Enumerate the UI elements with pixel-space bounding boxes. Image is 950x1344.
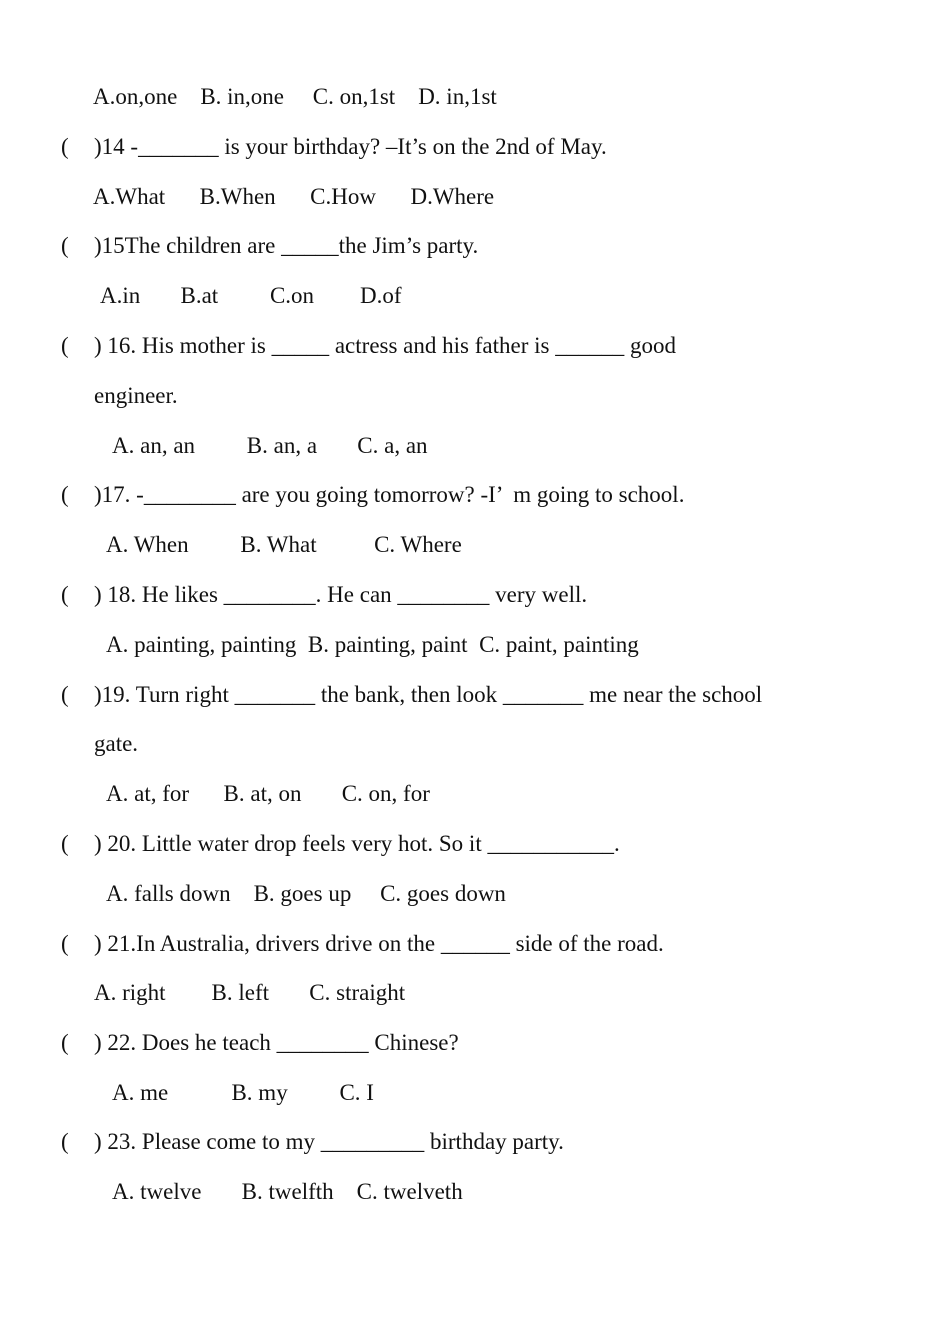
q18-stem: ) 18. He likes ________. He can ________ very well. bbox=[94, 582, 588, 607]
q21-stem: ) 21.In Australia, drivers drive on the ______ side of the road. bbox=[94, 931, 664, 956]
q21-answer-paren: ( bbox=[61, 931, 69, 956]
q23-answer-paren: ( bbox=[61, 1129, 69, 1154]
q16-stem: ) 16. His mother is _____ actress and his father is ______ good bbox=[94, 333, 676, 358]
q21-options: A. right B. left C. straight bbox=[94, 980, 406, 1005]
q15-answer-paren: ( bbox=[61, 233, 69, 258]
q17-stem: )17. -________ are you going tomorrow? -I’ m going to school. bbox=[94, 482, 685, 507]
q16-answer-paren: ( bbox=[61, 333, 69, 358]
q14-answer-paren: ( bbox=[61, 134, 69, 159]
q20-answer-paren: ( bbox=[61, 831, 69, 856]
q19-stem-continued: gate. bbox=[94, 731, 139, 756]
q20-options: A. falls down B. goes up C. goes down bbox=[106, 881, 506, 906]
q22-stem: ) 22. Does he teach ________ Chinese? bbox=[94, 1030, 459, 1055]
q14-options: A.What B.When C.How D.Where bbox=[93, 184, 495, 209]
q18-answer-paren: ( bbox=[61, 582, 69, 607]
q19-answer-paren: ( bbox=[61, 682, 69, 707]
q15-options: A.in B.at C.on D.of bbox=[100, 283, 402, 308]
q19-options: A. at, for B. at, on C. on, for bbox=[106, 781, 430, 806]
q15-stem: )15The children are _____the Jim’s party. bbox=[94, 233, 479, 258]
q16-options: A. an, an B. an, a C. a, an bbox=[112, 433, 428, 458]
q20-stem: ) 20. Little water drop feels very hot. So it ___________. bbox=[94, 831, 620, 856]
q17-answer-paren: ( bbox=[61, 482, 69, 507]
q22-options: A. me B. my C. I bbox=[112, 1080, 374, 1105]
q14-stem: )14 -_______ is your birthday? –It’s on the 2nd of May. bbox=[94, 134, 607, 159]
q16-stem-continued: engineer. bbox=[94, 383, 178, 408]
q13-options: A.on,one B. in,one C. on,1st D. in,1st bbox=[93, 84, 497, 109]
q18-options: A. painting, painting B. painting, paint C. paint, painting bbox=[106, 632, 639, 657]
q23-stem: ) 23. Please come to my _________ birthday party. bbox=[94, 1129, 564, 1154]
q23-options: A. twelve B. twelfth C. twelveth bbox=[112, 1179, 463, 1204]
q17-options: A. When B. What C. Where bbox=[106, 532, 462, 557]
q22-answer-paren: ( bbox=[61, 1030, 69, 1055]
q19-stem: )19. Turn right _______ the bank, then look _______ me near the school bbox=[94, 682, 763, 707]
